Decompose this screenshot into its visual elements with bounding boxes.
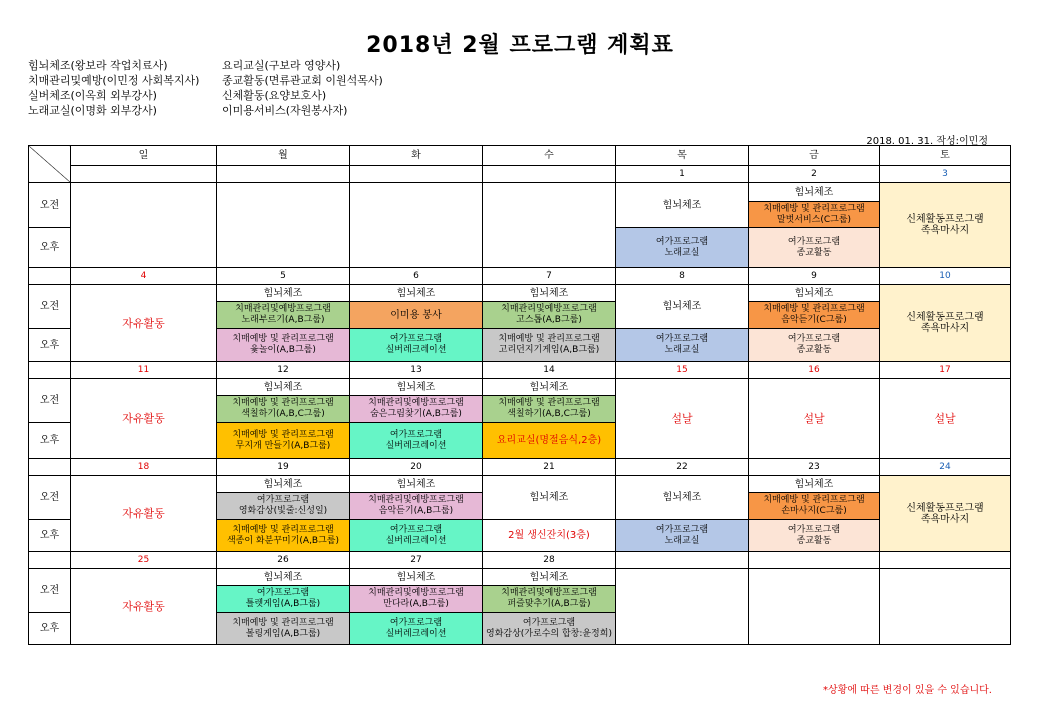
- staff-item: 치매관리및예방(이민정 사회복지사): [28, 74, 200, 87]
- day-number: 12: [217, 362, 350, 379]
- am-label: 오전: [29, 379, 71, 423]
- activity-cell: 힘뇌체조: [483, 569, 616, 586]
- day-number: 24: [880, 459, 1011, 476]
- day-number: 21: [483, 459, 616, 476]
- activity-cell: 여가프로그램 노래교실: [616, 520, 749, 552]
- day-number: 28: [483, 552, 616, 569]
- day-number: 23: [749, 459, 880, 476]
- day-number: [616, 552, 749, 569]
- activity-cell: 치매예방 및 관리프로그램 고리던지기게임(A,B그룹): [483, 329, 616, 362]
- am-label: 오전: [29, 285, 71, 329]
- activity-cell: 치매예방 및 관리프로그램 말벗서비스(C그룹): [749, 202, 880, 228]
- day-number: 1: [616, 166, 749, 183]
- label-spacer: [29, 459, 71, 476]
- pm-label: 오후: [29, 228, 71, 268]
- empty-cell: [616, 569, 749, 645]
- activity-cell: 힘뇌체조: [217, 379, 350, 396]
- empty-cell: [217, 183, 350, 268]
- footnote: *상황에 따른 변경이 있을 수 있습니다.: [823, 685, 992, 696]
- day-number: [350, 166, 483, 183]
- activity-cell: 치매관리및예방프로그램 만다라(A,B그룹): [350, 586, 483, 613]
- weekday-header: 일: [71, 146, 217, 166]
- activity-cell: 여가프로그램 영화감상(가로수의 합창:윤정희): [483, 613, 616, 645]
- activity-cell: 힘뇌체조: [749, 476, 880, 493]
- activity-cell: 여가프로그램 종교활동: [749, 329, 880, 362]
- activity-cell: 힘뇌체조: [217, 285, 350, 302]
- pm-label: 오후: [29, 520, 71, 552]
- activity-cell: 힘뇌체조: [350, 476, 483, 493]
- activity-cell: 여가프로그램 실버레크레이션: [350, 423, 483, 459]
- day-number: 22: [616, 459, 749, 476]
- staff-item: 노래교실(이명화 외부강사): [28, 104, 157, 117]
- am-label: 오전: [29, 569, 71, 613]
- am-label: 오전: [29, 183, 71, 228]
- activity-cell: 여가프로그램 종교활동: [749, 228, 880, 268]
- activity-cell: 여가프로그램 실버레크레이션: [350, 520, 483, 552]
- empty-cell: [880, 569, 1011, 645]
- pm-label: 오후: [29, 329, 71, 362]
- activity-cell: 여가프로그램 실버레크레이션: [350, 613, 483, 645]
- activity-cell: 치매관리및예방프로그램 노래부르기(A,B그룹): [217, 302, 350, 329]
- activity-cell: 치매예방 및 관리프로그램 색종이 화분꾸미기(A,B그룹): [217, 520, 350, 552]
- activity-cell: 치매예방 및 관리프로그램 음악듣기(C그룹): [749, 302, 880, 329]
- staff-list-left: [28, 58, 199, 118]
- weekday-header: 금: [749, 146, 880, 166]
- activity-cell: 여가프로그램 틀렛게임(A,B그룹): [217, 586, 350, 613]
- weekday-header: 수: [483, 146, 616, 166]
- staff-item: 요리교실(구보라 영양사): [222, 59, 341, 72]
- pm-label: 오후: [29, 423, 71, 459]
- activity-cell: 여가프로그램 종교활동: [749, 520, 880, 552]
- day-number: 7: [483, 268, 616, 285]
- day-number: 25: [71, 552, 217, 569]
- activity-cell: 자유활동: [71, 476, 217, 552]
- activity-cell: 힘뇌체조: [217, 476, 350, 493]
- activity-cell: 자유활동: [71, 379, 217, 459]
- activity-cell: 2월 생신잔치(3층): [483, 520, 616, 552]
- activity-cell: 힘뇌체조: [483, 379, 616, 396]
- activity-cell: 치매예방 및 관리프로그램 윷놀이(A,B그룹): [217, 329, 350, 362]
- activity-cell: 힘뇌체조: [616, 476, 749, 520]
- label-spacer: [29, 268, 71, 285]
- day-number: 5: [217, 268, 350, 285]
- date-author: 2018. 01. 31. 작성:이민정: [866, 136, 988, 147]
- day-number: 9: [749, 268, 880, 285]
- day-number: [71, 166, 217, 183]
- label-spacer: [29, 552, 71, 569]
- activity-cell: 여가프로그램 실버레크레이션: [350, 329, 483, 362]
- activity-cell: 여가프로그램 노래교실: [616, 329, 749, 362]
- activity-cell: 요리교실(명절음식,2층): [483, 423, 616, 459]
- staff-item: 신체활동(요양보호사): [222, 89, 327, 102]
- day-number: 6: [350, 268, 483, 285]
- staff-item: 종교활동(면류관교회 이원석목사): [222, 74, 383, 87]
- day-number: [749, 552, 880, 569]
- day-number: 14: [483, 362, 616, 379]
- activity-cell: 치매관리및예방프로그램 음악듣기(A,B그룹): [350, 493, 483, 520]
- activity-cell: 힘뇌체조: [749, 285, 880, 302]
- activity-cell: 힘뇌체조: [616, 183, 749, 228]
- day-number: 16: [749, 362, 880, 379]
- empty-cell: [749, 569, 880, 645]
- activity-cell: 신체활동프로그램 족욕마사지: [880, 183, 1011, 268]
- activity-cell: 힘뇌체조: [350, 379, 483, 396]
- activity-cell: 설날: [880, 379, 1011, 459]
- page-title: 2018년 2월 프로그램 계획표: [366, 33, 674, 58]
- day-number: 2: [749, 166, 880, 183]
- activity-cell: 자유활동: [71, 285, 217, 362]
- activity-cell: 힘뇌체조: [217, 569, 350, 586]
- day-number: 8: [616, 268, 749, 285]
- activity-cell: 힘뇌체조: [483, 285, 616, 302]
- staff-item: 실버체조(이옥희 외부강사): [28, 89, 157, 102]
- day-number: [483, 166, 616, 183]
- day-number: 15: [616, 362, 749, 379]
- calendar-table: [28, 145, 1011, 645]
- day-number: 27: [350, 552, 483, 569]
- day-number: 17: [880, 362, 1011, 379]
- day-number: 20: [350, 459, 483, 476]
- am-label: 오전: [29, 476, 71, 520]
- day-number: [217, 166, 350, 183]
- activity-cell: 신체활동프로그램 족욕마사지: [880, 285, 1011, 362]
- day-number: 13: [350, 362, 483, 379]
- activity-cell: 힘뇌체조: [350, 569, 483, 586]
- empty-cell: [483, 183, 616, 268]
- activity-cell: 치매예방 및 관리프로그램 손마사지(C그룹): [749, 493, 880, 520]
- activity-cell: 치매관리및예방프로그램 고스톱(A,B그룹): [483, 302, 616, 329]
- activity-cell: 힘뇌체조: [749, 183, 880, 202]
- activity-cell: 치매예방 및 관리프로그램 색칠하기(A,B,C그룹): [483, 396, 616, 423]
- staff-item: 이미용서비스(자원봉사자): [222, 104, 348, 117]
- activity-cell: 여가프로그램 노래교실: [616, 228, 749, 268]
- day-number: 4: [71, 268, 217, 285]
- activity-cell: 여가프로그램 영화감상(빛줄:신성일): [217, 493, 350, 520]
- day-number: 19: [217, 459, 350, 476]
- activity-cell: 설날: [749, 379, 880, 459]
- activity-cell: 치매관리및예방프로그램 퍼즐맞추기(A,B그룹): [483, 586, 616, 613]
- activity-cell: 신체활동프로그램 족욕마사지: [880, 476, 1011, 552]
- day-number: 26: [217, 552, 350, 569]
- day-number: 11: [71, 362, 217, 379]
- empty-cell: [350, 183, 483, 268]
- weekday-header: 목: [616, 146, 749, 166]
- corner-cell: [29, 146, 71, 183]
- day-number: 3: [880, 166, 1011, 183]
- weekday-header: 화: [350, 146, 483, 166]
- activity-cell: 힘뇌체조: [616, 285, 749, 329]
- weekday-header: 토: [880, 146, 1011, 166]
- day-number: 10: [880, 268, 1011, 285]
- activity-cell: 자유활동: [71, 569, 217, 645]
- activity-cell: 힘뇌체조: [483, 476, 616, 520]
- pm-label: 오후: [29, 613, 71, 645]
- day-number: [880, 552, 1011, 569]
- activity-cell: 설날: [616, 379, 749, 459]
- empty-cell: [71, 183, 217, 268]
- activity-cell: 치매예방 및 관리프로그램 색칠하기(A,B,C그룹): [217, 396, 350, 423]
- activity-cell: 이미용 봉사: [350, 302, 483, 329]
- activity-cell: 치매예방 및 관리프로그램 볼링게임(A,B그룹): [217, 613, 350, 645]
- label-spacer: [29, 362, 71, 379]
- activity-cell: 치매예방 및 관리프로그램 무지개 만들기(A,B그룹): [217, 423, 350, 459]
- weekday-header: 월: [217, 146, 350, 166]
- day-number: 18: [71, 459, 217, 476]
- activity-cell: 치매관리및예방프로그램 숨은그림찾기(A,B그룹): [350, 396, 483, 423]
- staff-item: 힘뇌체조(왕보라 작업치료사): [28, 59, 168, 72]
- staff-list-right: [222, 58, 383, 118]
- activity-cell: 힘뇌체조: [350, 285, 483, 302]
